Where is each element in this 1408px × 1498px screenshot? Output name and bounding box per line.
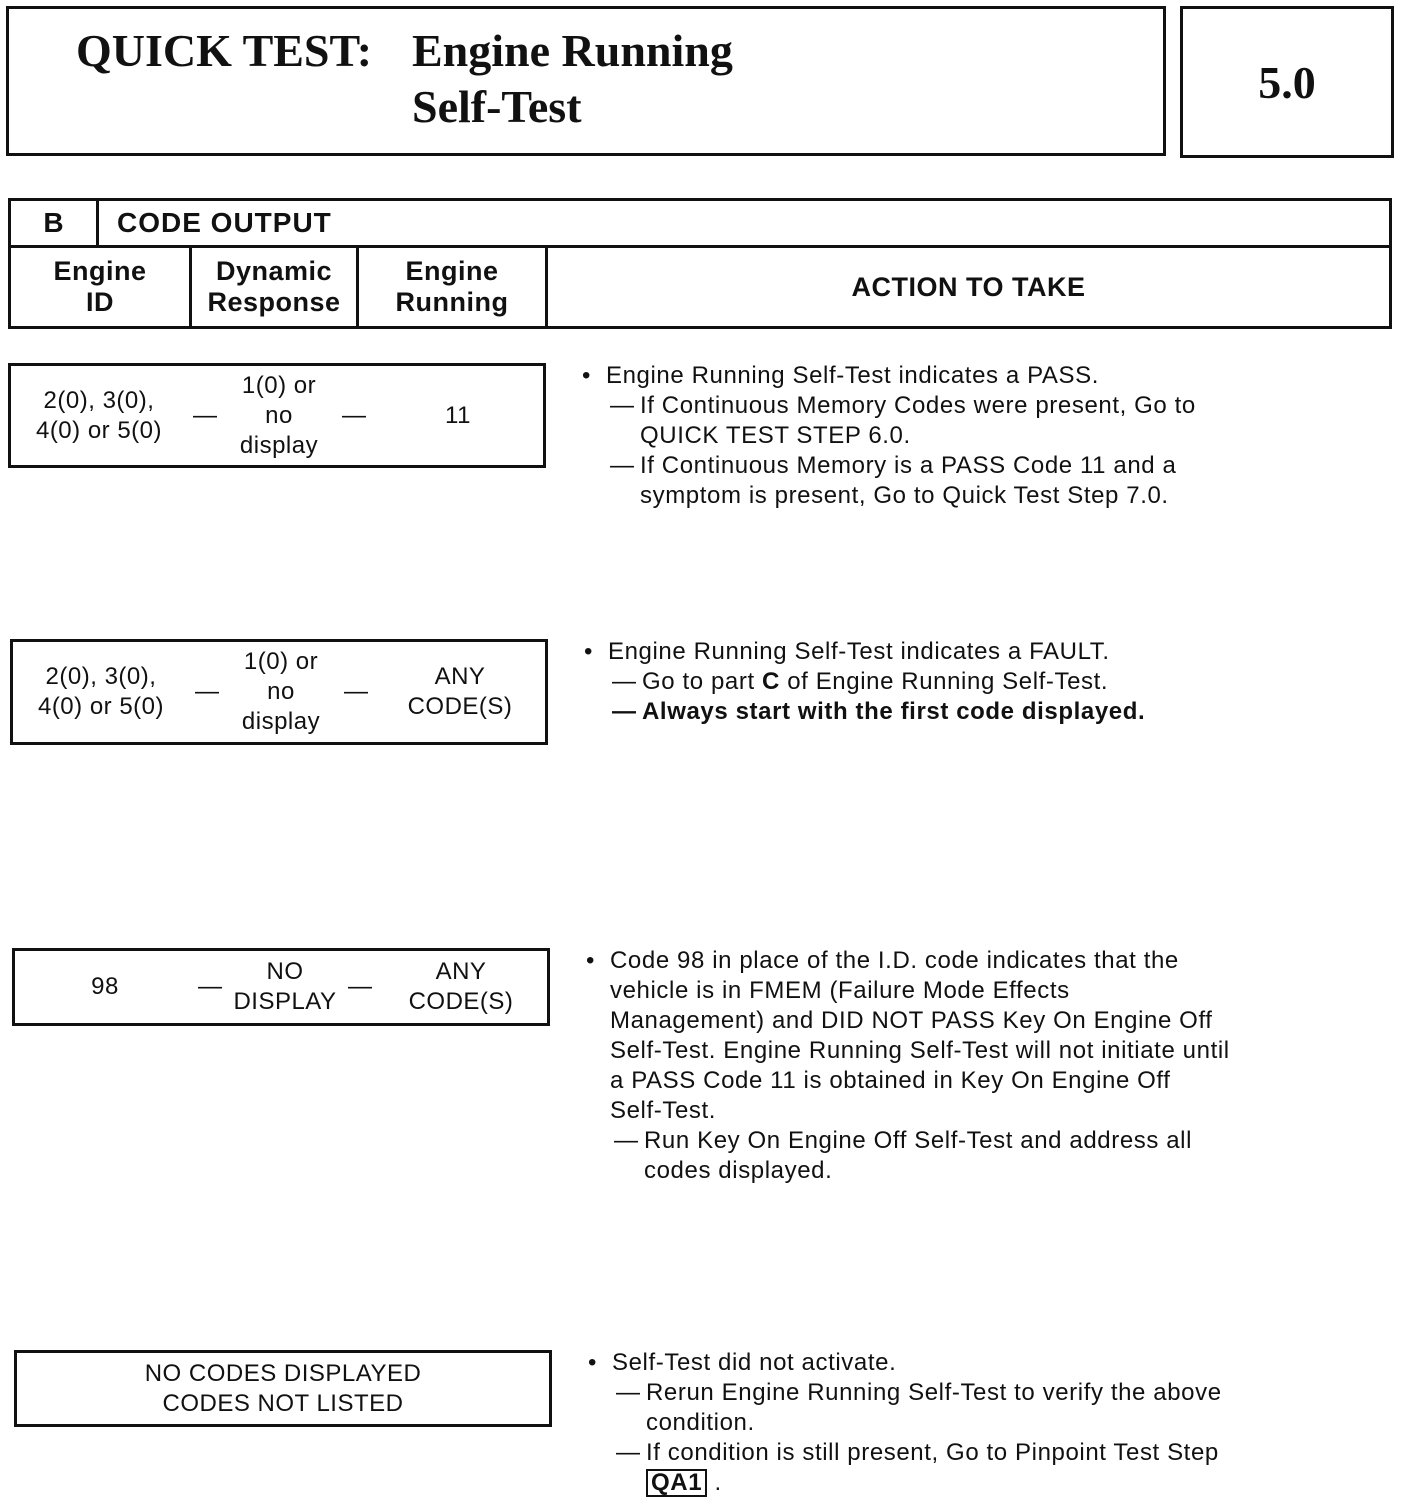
engine-id-line1: 2(0), 3(0), [43,386,155,414]
action-sub2-line2: symptom is present, Go to Quick Test Step 7.0. [640,482,1169,509]
separator-dash: — [342,401,366,429]
bullet-icon: • [582,362,592,389]
section-title: CODE OUTPUT [117,207,332,238]
column-header-row [8,245,1392,329]
dynamic-response-cell [225,951,345,1023]
action-sub2-line1: If Continuous Memory is a PASS Code 11 and a [640,452,1177,479]
action-text-pass [582,361,1322,511]
dash-icon: — [612,668,637,695]
col-dynamic-line1: Dynamic [215,256,333,286]
action-sub1-post: of Engine Running Self-Test. [779,668,1109,695]
col-engine-running [359,248,548,326]
condition-box-fault [10,639,548,745]
dynamic-line3: display [239,431,319,459]
action-bullet-line5: a PASS Code 11 is obtained in Key On Engine Off [610,1067,1171,1094]
action-bullet-line6: Self-Test. [610,1097,717,1124]
condition-line2: CODES NOT LISTED [162,1389,404,1417]
dash-icon: — [612,698,637,725]
action-sub1-bold: C [762,668,780,695]
title-subtitle: Self-Test [412,81,582,132]
engine-running-line2: CODE(S) [407,693,513,720]
action-sub1-pre: Go to part [642,668,762,695]
col-action-label: ACTION TO TAKE [851,271,1086,302]
bullet-icon: • [586,947,596,974]
engine-id-line1: 2(0), 3(0), [45,663,157,690]
action-sub1-line2: QUICK TEST STEP 6.0. [640,422,911,449]
engine-id-line2: 4(0) or 5(0) [37,693,165,720]
bullet-icon: • [588,1349,598,1376]
dynamic-line2: no [267,678,295,705]
dynamic-line1: NO [266,958,304,985]
separator-dash: — [193,401,217,429]
dynamic-line1: 1(0) or [241,371,317,399]
step-number: 5.0 [1258,56,1316,108]
dash-icon: — [614,1127,639,1154]
separator-dash: — [344,678,368,705]
engine-running-line2: CODE(S) [408,988,514,1015]
engine-running-line1: ANY [434,663,486,690]
separator-dash: — [198,973,222,1000]
action-bullet-line1: Code 98 in place of the I.D. code indicates that the [610,947,1179,974]
engine-id-code: 98 [91,973,119,1000]
action-bullet-line3: Management) and DID NOT PASS Key On Engine Off [610,1007,1213,1034]
dynamic-line2: no [265,401,293,429]
title-prefix: QUICK TEST: [76,25,373,76]
title-main: Engine Running [412,25,733,76]
col-dynamic-response [192,248,359,326]
dash-icon: — [610,392,635,419]
dynamic-line1: 1(0) or [243,648,319,675]
condition-box-fmem [12,948,550,1026]
action-sub1-line1: If Continuous Memory Codes were present, Go to [640,392,1196,419]
condition-cell [17,1353,549,1424]
engine-id-cell [13,642,189,742]
action-text-fmem [586,946,1326,1186]
action-text-fault [584,637,1324,727]
engine-id-cell [15,951,195,1023]
condition-line1: NO CODES DISPLAYED [144,1359,422,1387]
dynamic-response-cell [225,642,337,742]
col-engine-id-line2: ID [85,287,114,317]
separator-dash: — [348,973,372,1000]
action-bullet: Engine Running Self-Test indicates a FAULT. [608,638,1110,665]
col-dynamic-line2: Response [207,287,341,317]
dash-icon: — [616,1439,641,1466]
bullet-icon: • [584,638,594,665]
engine-running-line1: ANY [435,958,487,985]
action-sub1-line2: codes displayed. [644,1157,833,1184]
condition-box-no-codes [14,1350,552,1427]
section-letter: B [11,201,99,245]
col-action-to-take [548,248,1389,326]
action-sub1-line2: condition. [646,1409,755,1436]
action-sub2: Always start with the first code displayed. [642,698,1146,725]
step-number-box [1180,6,1394,158]
action-sub2-end: . [714,1469,722,1496]
action-bullet-line2: vehicle is in FMEM (Failure Mode Effects [610,977,1070,1004]
section-header [8,198,1392,248]
action-bullet: Self-Test did not activate. [612,1349,897,1376]
col-running-line1: Engine [405,256,499,286]
pinpoint-test-ref: QA1 [646,1469,707,1497]
separator-dash: — [195,678,219,705]
col-engine-id [11,248,192,326]
engine-id-line2: 4(0) or 5(0) [35,416,163,444]
engine-running-cell [375,951,547,1023]
col-running-line2: Running [395,287,509,317]
engine-running-code: 11 [445,401,471,429]
action-sub1-line1: Run Key On Engine Off Self-Test and address all [644,1127,1193,1154]
action-sub2-line1: If condition is still present, Go to Pinpoint Test Step [646,1439,1219,1466]
action-bullet: Engine Running Self-Test indicates a PASS. [606,362,1100,389]
engine-running-cell [373,366,543,465]
col-engine-id-line1: Engine [53,256,147,286]
dynamic-line2: DISPLAY [233,988,337,1015]
engine-running-cell [375,642,545,742]
action-sub1-line1: Rerun Engine Running Self-Test to verify the above [646,1379,1222,1406]
engine-id-cell [11,366,187,465]
dynamic-line3: display [241,708,321,735]
condition-box-pass [8,363,546,468]
action-bullet-line4: Self-Test. Engine Running Self-Test will not initiate until [610,1037,1230,1064]
dynamic-response-cell [223,366,335,465]
dash-icon: — [610,452,635,479]
action-text-no-codes [588,1348,1328,1498]
dash-icon: — [616,1379,641,1406]
